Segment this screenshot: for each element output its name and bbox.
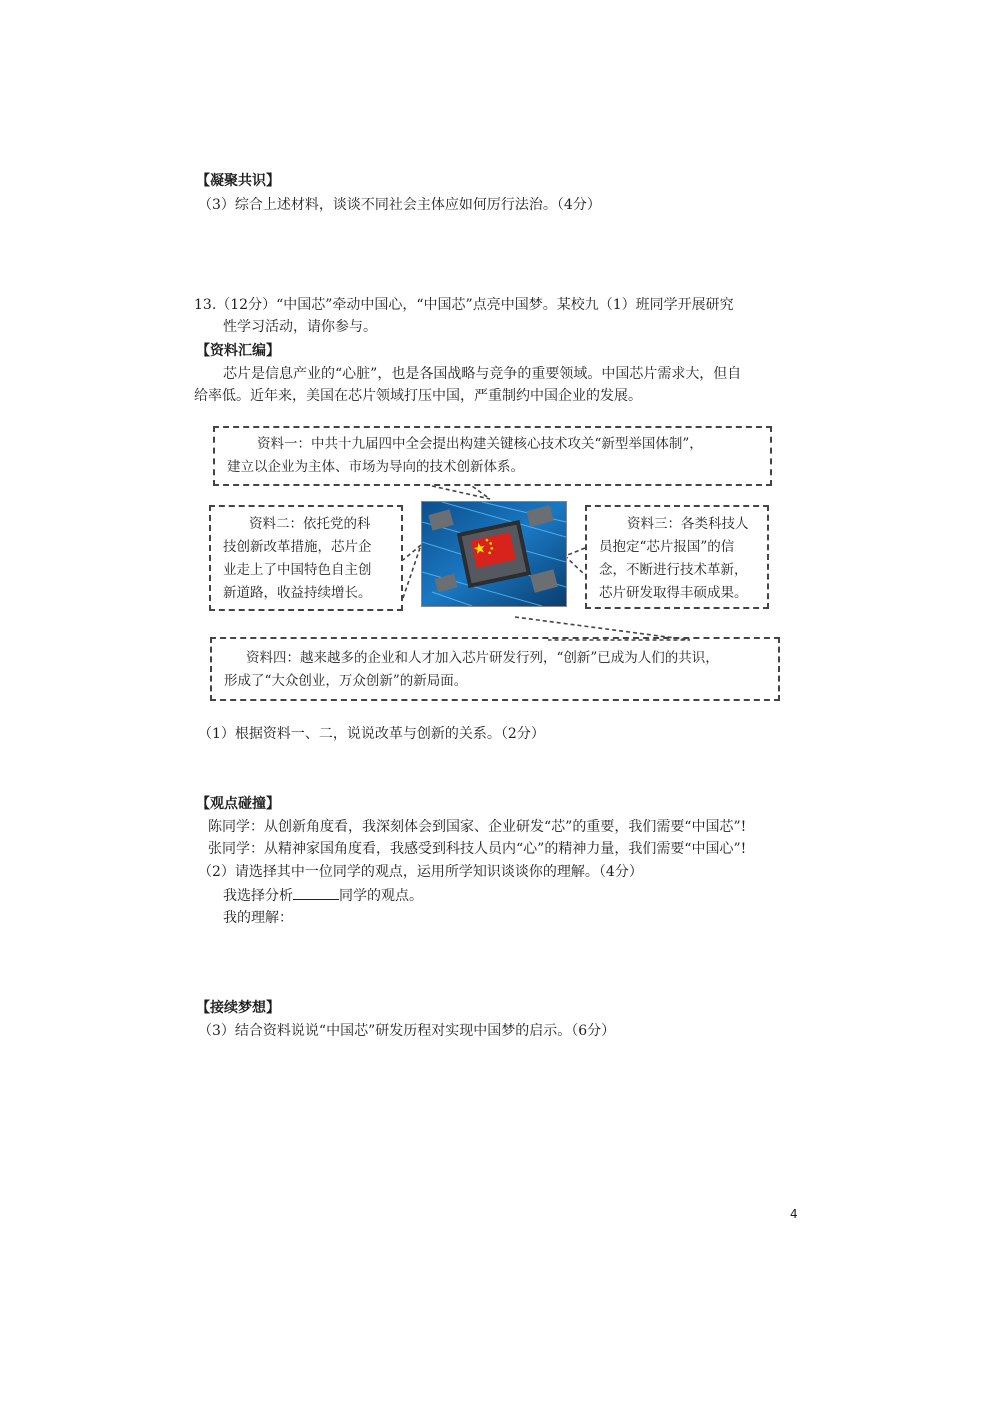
material-3-line2: 员抱定“芯片报国”的信: [599, 539, 735, 555]
chip-illustration-icon: [422, 502, 566, 606]
material-2-line2: 技创新改革措施，芯片企: [223, 539, 372, 555]
material-3-line4: 芯片研发取得丰硕成果。: [599, 585, 748, 601]
question-13-line2: 性学习活动，请你参与。: [223, 319, 377, 335]
understanding-label: 我的理解：: [223, 910, 293, 926]
pointer-material-3: [565, 548, 585, 575]
choose-suffix: 同学的观点。: [339, 888, 423, 904]
answer-blank[interactable]: [293, 885, 339, 900]
pointer-material-1: [432, 486, 490, 499]
material-2-line1: 资料二：依托党的科: [249, 516, 371, 532]
materials-intro-line1: 芯片是信息产业的“心脏”，也是各国战略与竞争的重要领域。中国芯片需求大，但自: [223, 366, 742, 382]
materials-intro-line2: 给率低。近年来，美国在芯片领域打压中国，严重制约中国企业的发展。: [194, 388, 642, 404]
page-number: 4: [790, 1207, 798, 1221]
question-3-law: （3）综合上述材料，谈谈不同社会主体应如何厉行法治。（4分）: [198, 197, 601, 213]
choose-prefix: 我选择分析: [223, 888, 293, 904]
question-2-opinion: （2）请选择其中一位同学的观点，运用所学知识谈谈你的理解。（4分）: [198, 864, 643, 880]
pointer-material-2: [403, 545, 421, 598]
question-3-dream: （3）结合资料说说“中国芯”研发历程对实现中国梦的启示。（6分）: [198, 1023, 616, 1039]
material-3-line1: 资料三：各类科技人: [627, 516, 749, 532]
section-heading-materials: 【资料汇编】: [196, 343, 280, 359]
material-4-line1: 资料四：越来越多的企业和人才加入芯片研发行列，“创新”已成为人们的共识，: [246, 650, 719, 666]
material-1-line1: 资料一：中共十九届四中全会提出构建关键核心技术攻关“新型举国体制”，: [257, 436, 703, 452]
view-chen: 陈同学：从创新角度看，我深刻体会到国家、企业研发“芯”的重要，我们需要“中国芯”!: [208, 819, 747, 835]
choose-line: [223, 885, 423, 906]
material-2-line3: 业走上了中国特色自主创: [223, 562, 372, 578]
china-chip-image: [421, 501, 567, 607]
material-1-line2: 建立以企业为主体、市场为导向的技术创新体系。: [227, 459, 524, 475]
material-2-line4: 新道路，收益持续增长。: [223, 585, 372, 601]
section-heading-dream: 【接续梦想】: [196, 1000, 280, 1016]
question-1-reform: （1）根据资料一、二，说说改革与创新的关系。（2分）: [198, 726, 545, 742]
material-4-line2: 形成了“大众创业，万众创新”的新局面。: [224, 673, 468, 689]
pointer-material-4: [515, 617, 690, 640]
section-heading-views: 【观点碰撞】: [196, 796, 280, 812]
material-3-line3: 念，不断进行技术革新，: [599, 562, 748, 578]
section-heading-consensus: 【凝聚共识】: [196, 173, 280, 189]
view-zhang: 张同学：从精神家国角度看，我感受到科技人员内“心”的精神力量，我们需要“中国心”!: [208, 841, 747, 857]
question-13-line1: 13.（12分）“中国芯”牵动中国心，“中国芯”点亮中国梦。某校九（1）班同学开展研究: [194, 297, 734, 313]
